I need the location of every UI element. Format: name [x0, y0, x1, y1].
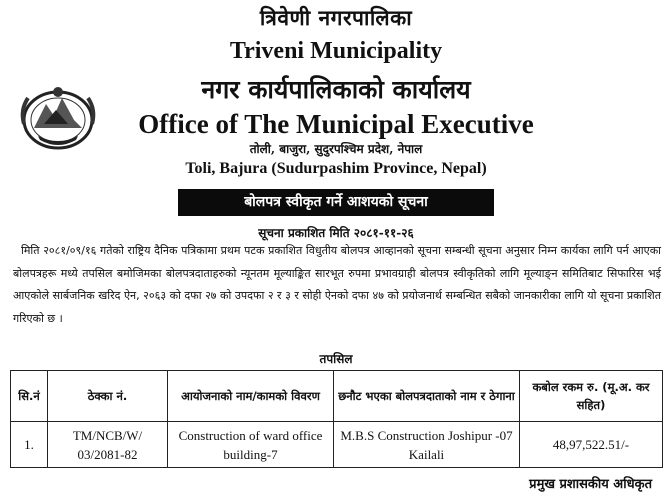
municipality-name-nepali: त्रिवेणी नगरपालिका	[259, 5, 413, 30]
notice-body-text: मिति २०८१/०९/१६ गतेको राष्ट्रिय दैनिक पत्रिकामा प्रथम पटक प्रकाशित विधुतीय बोलपत्र आव्हानको सूचना सम्बन्धी सूचना अनुसार निम्न कार्यका लागि पर्न आएका बोलपत्रहरू मध्ये तपसिल बमोजिमका बोलपत्रदाताहरुको न्यूनतम मूल्याङ्कित सारभूत रुपमा प्रभावग्राही बोलपत्र स्वीकृतिको लागि मूल्याङ्न समितिबाट सिफारिस भई आएकोले सार्बजनिक खरिद ऐन, २०६३ को दफा २७ को उपदफा २ र ३ र सोही ऐनको दफा ४७ को प्रयोजनार्थ सम्बन्धित सबैको जानकारीका लागि यो सूचना प्रकाशित गरिएको छ ।	[13, 244, 661, 325]
cell-project-name: Construction of ward office building-7	[168, 422, 334, 468]
cell-bidder: M.B.S Construction Joshipur -07 Kailali	[334, 422, 520, 468]
publication-date: सूचना प्रकाशित मिति २०८१-११-२६	[258, 226, 414, 240]
header-bid-amount: कबोल रकम रु. (मू.अ. कर सहित)	[520, 371, 663, 422]
header-bidder: छनौट भएका बोलपत्रदाताको नाम र ठेगाना	[334, 371, 520, 422]
office-name-nepali: नगर कार्यपालिकाको कार्यालय	[201, 75, 471, 104]
schedule-table	[10, 370, 663, 468]
cell-bid-amount: 48,97,522.51/-	[520, 422, 663, 468]
address-english: Toli, Bajura (Sudurpashim Province, Nepal)	[185, 160, 487, 177]
schedule-title: तपसिल	[319, 352, 353, 366]
nepal-emblem-icon	[16, 80, 100, 152]
cell-contract-number: TM/NCB/W/ 03/2081-82	[48, 422, 168, 468]
header-project-name: आयोजनाको नाम/कामको विवरण	[168, 371, 334, 422]
table-header-row	[11, 371, 663, 422]
table-row	[11, 422, 663, 468]
header-contract-number: ठेक्का नं.	[48, 371, 168, 422]
notice-title-banner: बोलपत्र स्वीकृत गर्ने आशयको सूचना	[178, 189, 494, 216]
address-nepali: तोली, बाजुरा, सुदुरपश्चिम प्रदेश, नेपाल	[249, 142, 423, 156]
municipality-name-english: Triveni Municipality	[229, 38, 443, 64]
office-name-english: Office of The Municipal Executive	[138, 109, 534, 139]
cell-serial-number: 1.	[11, 422, 48, 468]
header-serial-number: सि.नं	[11, 371, 48, 422]
signatory-title: प्रमुख प्रशासकीय अधिकृत	[529, 477, 652, 492]
